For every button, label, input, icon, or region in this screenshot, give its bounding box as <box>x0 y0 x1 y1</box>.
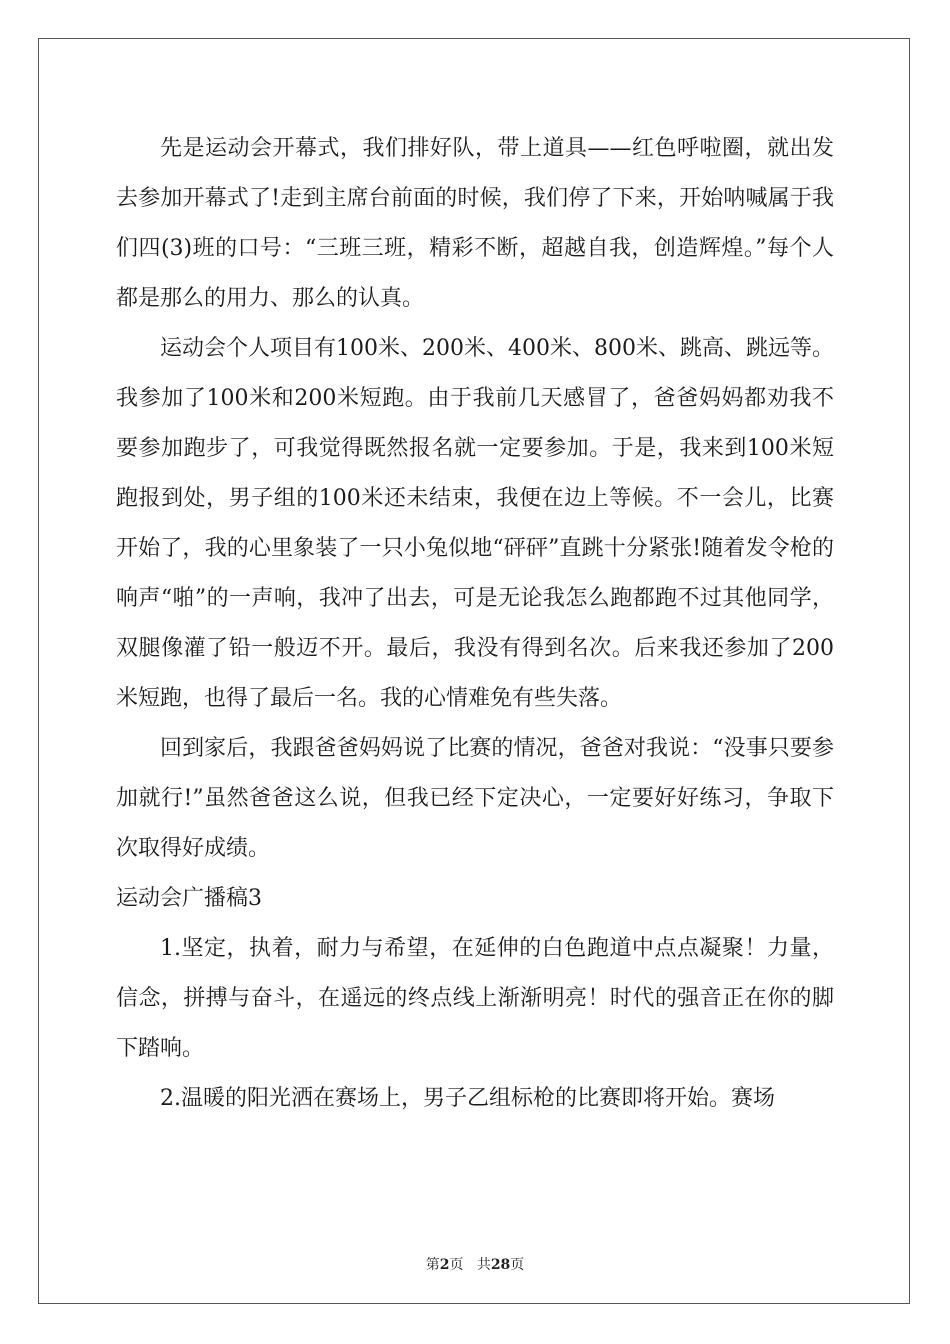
broadcast-item-2: 2.温暖的阳光洒在赛场上，男子乙组标枪的比赛即将开始。赛场 <box>160 1086 775 1111</box>
paragraph-home: 回到家后，我跟爸爸妈妈说了比赛的情况，爸爸对我说：“没事只要参加就行!”虽然爸爸这么说，但我已经下定决心，一定要好好练习，争取下次取得好成绩。 <box>116 736 834 861</box>
footer-page-number: 2 <box>439 1257 450 1273</box>
footer-total-pages: 28 <box>490 1257 511 1273</box>
document-body <box>116 124 834 1124</box>
footer-total-unit: 页 <box>510 1257 525 1273</box>
paragraph-opening-ceremony: 先是运动会开幕式，我们排好队，带上道具——红色呼啦圈，就出发去参加开幕式了!走到主席台前面的时候，我们停了下来，开始呐喊属于我们四(3)班的口号：“三班三班，精彩不断，超越自我，创造辉煌。”每个人都是那么的用力、那么的认真。 <box>116 136 834 311</box>
section-heading: 运动会广播稿3 <box>116 886 262 911</box>
footer-page-unit: 页 <box>449 1257 464 1273</box>
footer-total-prefix: 共 <box>476 1257 491 1273</box>
paragraph-race: 运动会个人项目有100米、200米、400米、800米、跳高、跳远等。我参加了100米和200米短跑。由于我前几天感冒了，爸爸妈妈都劝我不要参加跑步了，可我觉得既然报名就一定要参加。于是，我来到100米短跑报到处，男子组的100米还未结束，我便在边上等候。不一会儿，比赛开始了，我的心里象装了一只小兔似地“砰砰”直跳十分紧张!随着发令枪的响声“啪”的一声响，我冲了出去，可是无论我怎么跑都跑不过其他同学，双腿像灌了铅一般迈不开。最后，我没有得到名次。后来我还参加了200米短跑，也得了最后一名。我的心情难免有些失落。 <box>116 336 834 711</box>
footer-prefix: 第 <box>425 1257 440 1273</box>
page-footer <box>0 1254 950 1274</box>
broadcast-item-1: 1.坚定，执着，耐力与希望，在延伸的白色跑道中点点凝聚！力量，信念，拼搏与奋斗，在遥远的终点线上渐渐明亮！时代的强音正在你的脚下踏响。 <box>116 936 834 1061</box>
